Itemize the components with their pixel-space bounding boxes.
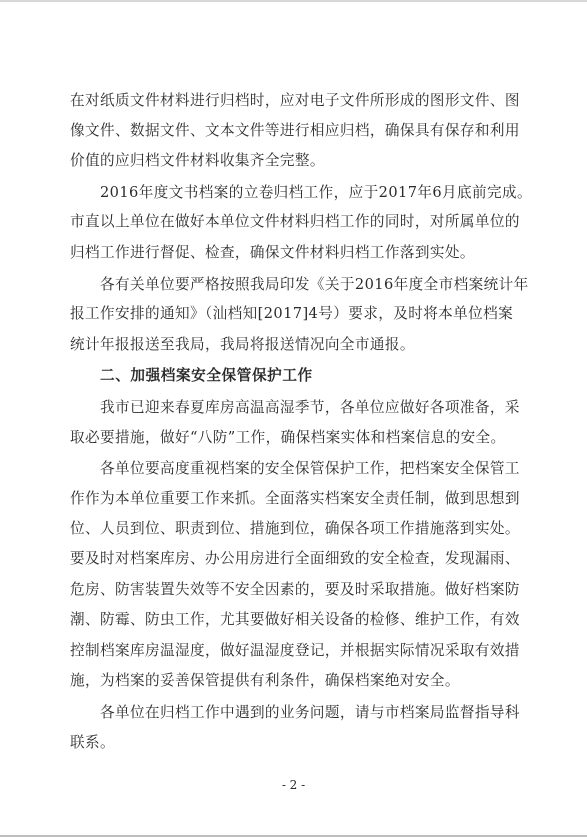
text-line: 归档工作进行督促、检查，确保文件材料归档工作落到实处。 bbox=[70, 244, 475, 261]
text-line: 各单位在归档工作中遇到的业务问题，请与市档案局监督指导科 bbox=[100, 704, 520, 721]
text-line: 危房、防害装置失效等不安全因素的，要及时采取措施。做好档案防 bbox=[70, 581, 520, 598]
text-line: 作作为本单位重要工作来抓。全面落实档案安全责任制，做到思想到 bbox=[70, 490, 520, 507]
text-line: 2016年度文书档案的立卷归档工作，应于2017年6月底前完成。 bbox=[100, 184, 533, 201]
text-line: 位、人员到位、职责到位、措施到位，确保各项工作措施落到实处。 bbox=[70, 520, 520, 537]
text-line: 报工作安排的通知》（汕档知[2017]4号）要求，及时将本单位档案 bbox=[70, 305, 514, 322]
page-number: - 2 - bbox=[281, 778, 306, 792]
text-line: 施，为档案的妥善保管提供有利条件，确保档案绝对安全。 bbox=[70, 672, 460, 689]
text-line: 联系。 bbox=[70, 734, 115, 751]
text-line: 价值的应归档文件材料收集齐全完整。 bbox=[70, 152, 325, 169]
text-line: 在对纸质文件材料进行归档时，应对电子文件所形成的图形文件、图 bbox=[70, 92, 520, 109]
top-border bbox=[0, 0, 587, 2]
section-heading: 二、加强档案安全保管保护工作 bbox=[100, 367, 313, 384]
text-line: 要及时对档案库房、办公用房进行全面细致的安全检查，发现漏雨、 bbox=[70, 550, 520, 567]
body-text bbox=[70, 92, 533, 751]
text-line: 我市已迎来春夏库房高温高湿季节，各单位应做好各项准备，采 bbox=[100, 399, 520, 416]
text-line: 潮、防霉、防虫工作，尤其要做好相关设备的检修、维护工作，有效 bbox=[70, 611, 520, 628]
text-line: 各有关单位要严格按照我局印发《关于2016年度全市档案统计年 bbox=[100, 276, 529, 293]
text-line: 统计年报报送至我局，我局将报送情况向全市通报。 bbox=[70, 336, 415, 353]
text-line: 市直以上单位在做好本单位文件材料归档工作的同时，对所属单位的 bbox=[70, 213, 520, 230]
text-line: 各单位要高度重视档案的安全保管保护工作，把档案安全保管工 bbox=[100, 460, 520, 477]
text-line: 取必要措施，做好“八防”工作，确保档案实体和档案信息的安全。 bbox=[70, 429, 506, 446]
text-line: 控制档案库房温湿度，做好温湿度登记，并根据实际情况采取有效措 bbox=[70, 642, 520, 659]
text-line: 像文件、数据文件、文本文件等进行相应归档，确保具有保存和利用 bbox=[70, 122, 520, 139]
